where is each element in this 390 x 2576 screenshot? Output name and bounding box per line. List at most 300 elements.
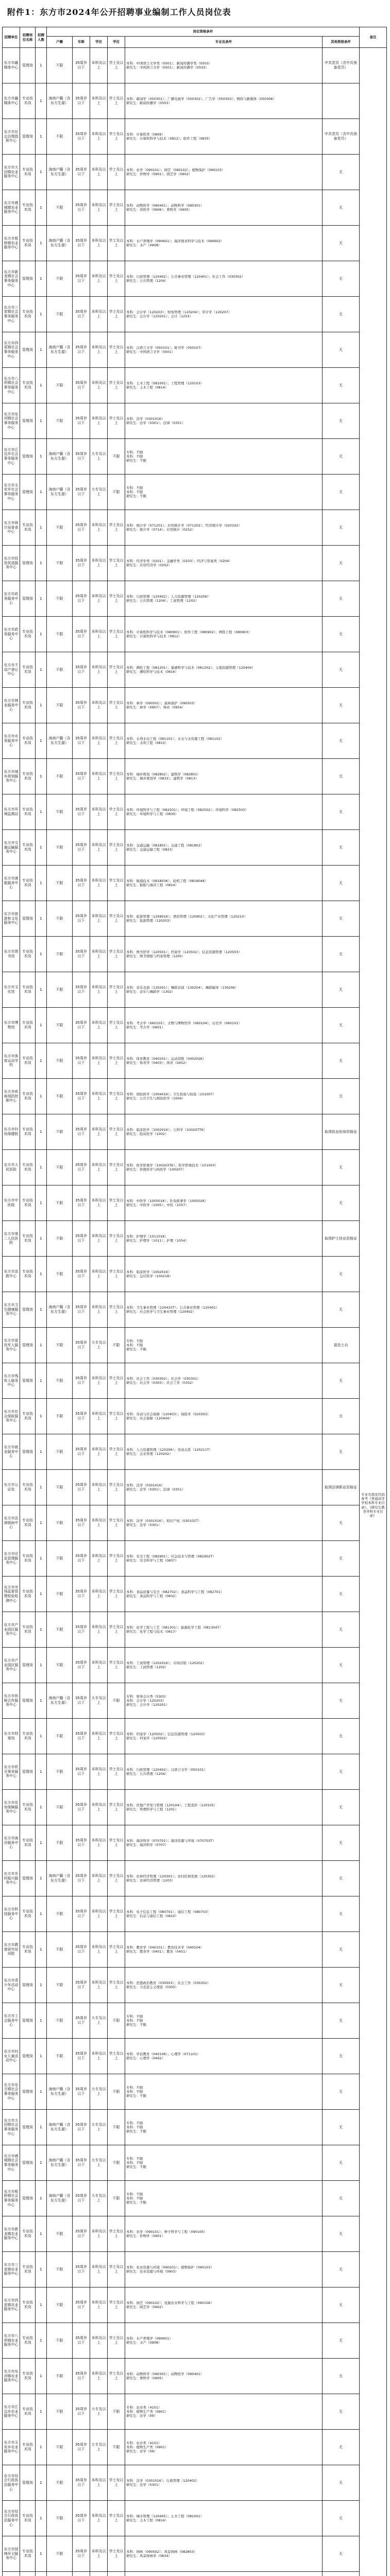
- position-cell: 专业技术岗: [20, 972, 36, 1008]
- count-cell: 1: [36, 2216, 47, 2252]
- household-cell: 不限: [47, 1648, 73, 1683]
- other-cell: 中共党员（含中共预备党员）: [323, 119, 360, 155]
- degree-cell: 学士及以上: [108, 830, 125, 866]
- count-cell: 1: [36, 2181, 47, 2216]
- age-cell: 35周岁以下: [73, 226, 90, 261]
- age-cell: 35周岁以下: [73, 546, 90, 581]
- age-cell: 35周岁以下: [73, 2003, 90, 2039]
- position-cell: 专业技术岗: [20, 2394, 36, 2430]
- majors-cell: 本科：水产养殖学（090601） 研究生：水产（0908）: [125, 2323, 323, 2359]
- education-cell: 本科及以上: [90, 1008, 108, 1043]
- age-cell: 35周岁以下: [73, 1932, 90, 1968]
- table-row: [3, 2536, 387, 2572]
- unit-cell: 东方市天安乡农业服务中心: [3, 2430, 20, 2465]
- other-cell: 无: [323, 226, 360, 261]
- degree-cell: 不限: [108, 474, 125, 510]
- table-row: [3, 1434, 387, 1470]
- age-cell: 35周岁以下: [73, 972, 90, 1008]
- age-cell: 35周岁以下: [73, 1683, 90, 1719]
- majors-cell: 本科：化学工程与工艺（081301）；能源化学工程（081304T） 研究生：化学工程与技术（0817）: [125, 1612, 323, 1648]
- position-cell: 专业技术岗: [20, 866, 36, 901]
- other-cell: 无: [323, 2394, 360, 2430]
- education-cell: [90, 2572, 108, 2576]
- position-cell: 管理岗: [20, 581, 36, 617]
- degree-cell: 学士及以上: [108, 226, 125, 261]
- education-cell: 本科及以上: [90, 119, 108, 155]
- education-cell: 本科及以上: [90, 2216, 108, 2252]
- education-cell: 本科及以上: [90, 2501, 108, 2536]
- majors-cell: 本科：统计学（071201）；应用统计学（071202）；经济统计学（020102） 研究生：统计学（0714）；应用统计（0252）: [125, 510, 323, 546]
- unit-cell: 东方市新龙镇农业服务中心: [3, 2216, 20, 2252]
- degree-cell: 学士及以上: [108, 2323, 125, 2359]
- position-cell: 专业技术岗: [20, 1932, 36, 1968]
- position-cell: 专业技术岗: [20, 2359, 36, 2394]
- education-cell: 本科及以上: [90, 1470, 108, 1505]
- header-majors: 专业及条件: [125, 37, 323, 48]
- age-cell: 35周岁以下: [73, 1221, 90, 1257]
- table-row: [3, 1470, 387, 1505]
- count-cell: 1: [36, 1541, 47, 1577]
- position-cell: 专业技术岗: [20, 830, 36, 866]
- other-cell: 无: [323, 972, 360, 1008]
- position-cell: 管理岗: [20, 1648, 36, 1683]
- household-cell: 不限: [47, 368, 73, 403]
- other-cell: 无: [323, 1932, 360, 1968]
- table-row: [3, 2110, 387, 2145]
- position-cell: 管理岗: [20, 1754, 36, 1790]
- position-cell: 专业技术岗: [20, 1612, 36, 1648]
- unit-cell: 东方市急救中心: [3, 1257, 20, 1292]
- age-cell: 35周岁以下: [73, 2430, 90, 2465]
- household-cell: 不限: [47, 1754, 73, 1790]
- age-cell: 35周岁以下: [73, 2181, 90, 2216]
- position-cell: 管理岗: [20, 901, 36, 937]
- table-row: [3, 1612, 387, 1648]
- age-cell: 35周岁以下: [73, 332, 90, 368]
- household-cell: 不限: [47, 2359, 73, 2394]
- unit-cell: 东方市八所镇社会事务服务中心: [3, 368, 20, 403]
- position-cell: 专业技术岗: [20, 937, 36, 972]
- other-cell: 无: [323, 1861, 360, 1896]
- unit-cell: 东方市供销合作服务中心: [3, 1683, 20, 1719]
- household-cell: 不限: [47, 2501, 73, 2536]
- unit-cell: 东方市残疾人服务中心: [3, 1363, 20, 1399]
- majors-cell: 本科：学前教育（040106）；心理学（071101） 研究生：心理学（0402）: [125, 2039, 323, 2074]
- degree-cell: 不限: [108, 2181, 125, 2216]
- household-cell: 不限: [47, 546, 73, 581]
- header-position: 招聘岗位名称: [20, 27, 36, 48]
- count-cell: 1: [36, 1185, 47, 1221]
- position-cell: 专业技术岗: [20, 83, 36, 119]
- age-cell: 35周岁以下: [73, 439, 90, 474]
- majors-cell: 本科：医学影像学（100203TK）；医学影像技术（101003） 研究生：影像医学与核医学（100207）: [125, 1150, 323, 1185]
- table-row: [3, 297, 387, 332]
- education-cell: 本科及以上: [90, 1754, 108, 1790]
- majors-cell: 本科：中国语言文学类（0501）；新闻传播学类（0503） 研究生：中国语言文学（0501）；新闻传播学（0503）: [125, 48, 323, 83]
- table-row: [3, 2572, 387, 2576]
- age-cell: 35周岁以下: [73, 1150, 90, 1185]
- household-cell: 不限: [47, 119, 73, 155]
- age-cell: 35周岁以下: [73, 119, 90, 155]
- age-cell: 35周岁以下: [73, 652, 90, 688]
- degree-cell: 不限: [108, 2074, 125, 2110]
- degree-cell: [108, 2572, 125, 2576]
- degree-cell: 学士及以上: [108, 972, 125, 1008]
- majors-cell: 本科：预防医学（100401K）；卫生检验与检疫（101007） 研究生：公共卫生与预防医学（1004）: [125, 1079, 323, 1114]
- position-cell: 专业技术岗: [20, 1825, 36, 1861]
- education-cell: 本科及以上: [90, 688, 108, 723]
- position-cell: 专业技术岗: [20, 1257, 36, 1292]
- education-cell: 本科及以上: [90, 2039, 108, 2074]
- count-cell: 1: [36, 2323, 47, 2359]
- unit-cell: 东方市感城镇社会事务服务中心: [3, 2145, 20, 2181]
- unit-cell: 东方市四更镇社会事务服务中心: [3, 332, 20, 368]
- degree-cell: 学士及以上: [108, 1399, 125, 1434]
- count-cell: 1: [36, 1577, 47, 1612]
- count-cell: 1: [36, 2003, 47, 2039]
- degree-cell: 学士及以上: [108, 1505, 125, 1541]
- position-cell: 专业技术岗: [20, 1150, 36, 1185]
- household-cell: 不限: [47, 1328, 73, 1363]
- degree-cell: 不限: [108, 2145, 125, 2181]
- position-cell: 管理岗: [20, 2465, 36, 2501]
- count-cell: 1: [36, 297, 47, 332]
- table-row: [3, 1896, 387, 1932]
- education-cell: 本科及以上: [90, 1292, 108, 1328]
- degree-cell: 学士及以上: [108, 2501, 125, 2536]
- table-row: [3, 119, 387, 155]
- count-cell: 1: [36, 190, 47, 226]
- table-row: [3, 2394, 387, 2430]
- household-cell: 不限: [47, 1896, 73, 1932]
- position-cell: 专业技术岗: [20, 617, 36, 652]
- position-cell: 管理岗: [20, 332, 36, 368]
- degree-cell: 学士及以上: [108, 759, 125, 794]
- unit-cell: 东方市市场监督管理检验检测中心: [3, 1577, 20, 1612]
- other-cell: 无: [323, 2252, 360, 2287]
- degree-cell: 学士及以上: [108, 1043, 125, 1079]
- count-cell: 1: [36, 1896, 47, 1932]
- education-cell: 本科及以上: [90, 1079, 108, 1114]
- table-row: [3, 1114, 387, 1150]
- age-cell: 35周岁以下: [73, 2074, 90, 2110]
- table-row: [3, 1328, 387, 1363]
- table-row: [3, 1968, 387, 2003]
- unit-cell: 东方市投资促进服务中心: [3, 546, 20, 581]
- table-row: [3, 652, 387, 688]
- household-cell: 不限: [47, 403, 73, 439]
- other-cell: 无: [323, 1541, 360, 1577]
- household-cell: 不限: [47, 866, 73, 901]
- unit-cell: 东方市大田镇社会事务服务中心: [3, 2110, 20, 2145]
- household-cell: 海南户籍（含东方生源）: [47, 1292, 73, 1328]
- education-cell: 大专及以上: [90, 439, 108, 474]
- table-row: [3, 1648, 387, 1683]
- position-cell: 专业技术岗: [20, 1221, 36, 1257]
- other-cell: 无: [323, 1008, 360, 1043]
- degree-cell: 学士及以上: [108, 794, 125, 830]
- degree-cell: 学士及以上: [108, 1932, 125, 1968]
- majors-cell: 本科：工商管理（120201K）；市场营销（120202） 研究生：工商管理（1202）: [125, 1648, 323, 1683]
- majors-cell: 本科：法学（030101K） 研究生：法学（0301）；法律（0351）: [125, 403, 323, 439]
- table-row: [3, 368, 387, 403]
- table-row: [3, 2145, 387, 2181]
- count-cell: 1: [36, 1505, 47, 1541]
- majors-cell: 本科：经济学类（0201）；金融学类（0203）；经济与贸易类（0204） 研究生：应用经济学（0202）: [125, 546, 323, 581]
- majors-cell: 本科：农林经济管理（120301）；农村区域发展（120302） 研究生：农林经济管理（1203）: [125, 1861, 323, 1896]
- position-cell: 管理岗: [20, 1292, 36, 1328]
- table-row: [3, 1754, 387, 1790]
- count-cell: 1: [36, 226, 47, 261]
- age-cell: [73, 2572, 90, 2576]
- count-cell: 1: [36, 1612, 47, 1648]
- degree-cell: 学士及以上: [108, 2465, 125, 2501]
- unit-cell: 东方市融媒体中心: [3, 83, 20, 119]
- table-row: [3, 510, 387, 546]
- unit-cell: 东方市旅游和文化服务中心: [3, 901, 20, 937]
- count-cell: 1: [36, 1292, 47, 1328]
- household-cell: 不限: [47, 901, 73, 937]
- header-count: 招聘人数: [36, 27, 47, 48]
- degree-cell: 学士及以上: [108, 1541, 125, 1577]
- majors-cell: 本科：交通运输（081801）；交通工程（081802） 研究生：交通运输工程（0823）: [125, 830, 323, 866]
- position-cell: 专业技术岗: [20, 1577, 36, 1612]
- other-cell: 无: [323, 901, 360, 937]
- position-cell: 专业技术岗: [20, 1790, 36, 1825]
- age-cell: 35周岁以下: [73, 261, 90, 297]
- age-cell: 35周岁以下: [73, 1185, 90, 1221]
- degree-cell: 学士及以上: [108, 1292, 125, 1328]
- header-remark: 备注: [360, 27, 387, 48]
- header-other: 其他资格条件: [323, 37, 360, 48]
- education-cell: 本科及以上: [90, 1825, 108, 1861]
- education-cell: 本科及以上: [90, 759, 108, 794]
- age-cell: 35周岁以下: [73, 297, 90, 332]
- majors-cell: 本科：电子信息工程（080701）；通信工程（080703） 研究生：信息与通信工程（0810）: [125, 1896, 323, 1932]
- position-cell: 专业技术岗: [20, 368, 36, 403]
- majors-cell: 本科：临床医学（100201K）；儿科学（100207TK） 研究生：临床医学（1002）: [125, 1114, 323, 1150]
- other-cell: 无: [323, 332, 360, 368]
- majors-cell: 专科：不限 本科：不限 研究生：不限: [125, 2110, 323, 2145]
- majors-cell: 本科：计算机类（0809） 研究生：计算机科学与技术（0812）；软件工程（0835）: [125, 119, 323, 155]
- count-cell: 1: [36, 403, 47, 439]
- table-row: [3, 190, 387, 226]
- age-cell: 35周岁以下: [73, 1363, 90, 1399]
- other-cell: 无: [323, 2359, 360, 2394]
- education-cell: 本科及以上: [90, 1150, 108, 1185]
- age-cell: 35周岁以下: [73, 1825, 90, 1861]
- other-cell: 退役士兵: [323, 1328, 360, 1363]
- count-cell: 1: [36, 1114, 47, 1150]
- degree-cell: 学士及以上: [108, 581, 125, 617]
- page-title: 附件1：东方市2024年公开招聘事业编制工作人员岗位表: [7, 7, 231, 17]
- table-row: [3, 901, 387, 937]
- count-cell: 1: [36, 2394, 47, 2430]
- other-cell: 无: [323, 1434, 360, 1470]
- unit-cell: 东方市科技服务中心: [3, 1896, 20, 1932]
- position-cell: 管理岗: [20, 1861, 36, 1896]
- table-row: [3, 1541, 387, 1577]
- count-cell: 1: [36, 2359, 47, 2394]
- majors-cell: 专科：不限 本科：不限 研究生：不限: [125, 2181, 323, 2216]
- count-cell: 1: [36, 652, 47, 688]
- education-cell: 本科及以上: [90, 1257, 108, 1292]
- age-cell: 35周岁以下: [73, 2465, 90, 2501]
- education-cell: 本科及以上: [90, 1043, 108, 1079]
- table-row: [3, 439, 387, 474]
- positions-table-body: [3, 48, 387, 2576]
- household-cell: 海南户籍（含东方生源）: [47, 723, 73, 759]
- count-cell: 1: [36, 1221, 47, 1257]
- age-cell: 35周岁以下: [73, 830, 90, 866]
- unit-cell: 东方市人民医院: [3, 1150, 20, 1185]
- household-cell: 不限: [47, 1008, 73, 1043]
- household-cell: 不限: [47, 2323, 73, 2359]
- degree-cell: 学士及以上: [108, 1363, 125, 1399]
- count-cell: 1: [36, 439, 47, 474]
- table-row: [3, 581, 387, 617]
- household-cell: 不限: [47, 1612, 73, 1648]
- majors-cell: 本科：汉语言文学（050101）；秘书学（050107） 研究生：中国语言文学（0501）: [125, 332, 323, 368]
- degree-cell: 学士及以上: [108, 1577, 125, 1612]
- table-row: [3, 1861, 387, 1896]
- other-cell: 取得法律职业资格证: [323, 1470, 360, 1505]
- count-cell: 1: [36, 261, 47, 297]
- age-cell: 35周岁以下: [73, 1399, 90, 1434]
- other-cell: 无: [323, 723, 360, 759]
- count-cell: 1: [36, 155, 47, 190]
- household-cell: 海南户籍（含东方生源）: [47, 155, 73, 190]
- unit-cell: 东方市卫生健康服务中心: [3, 1292, 20, 1328]
- unit-cell: 东方市东河镇社会事务服务中心: [3, 403, 20, 439]
- degree-cell: 学士及以上: [108, 83, 125, 119]
- degree-cell: 学士及以上: [108, 1754, 125, 1790]
- table-row: [3, 1363, 387, 1399]
- count-cell: 1: [36, 1470, 47, 1505]
- position-cell: 专业技术岗: [20, 1185, 36, 1221]
- unit-cell: 东方市天安乡社会事务服务中心: [3, 474, 20, 510]
- other-cell: 无: [323, 190, 360, 226]
- degree-cell: 学士及以上: [108, 901, 125, 937]
- education-cell: 本科及以上: [90, 1577, 108, 1612]
- education-cell: 本科及以上: [90, 1399, 108, 1434]
- table-row: [3, 226, 387, 261]
- degree-cell: 学士及以上: [108, 1896, 125, 1932]
- majors-cell: 本科：林学（090501）；森林保护（090503） 研究生：林学（0907）；林业（0954）: [125, 688, 323, 723]
- other-cell: 取得执业医师资格证: [323, 1114, 360, 1150]
- degree-cell: 学士及以上: [108, 1257, 125, 1292]
- household-cell: 不限: [47, 2394, 73, 2430]
- household-cell: 不限: [47, 1363, 73, 1399]
- table-row: [3, 2039, 387, 2074]
- other-cell: 无: [323, 403, 360, 439]
- other-cell: 无: [323, 368, 360, 403]
- household-cell: 不限: [47, 1505, 73, 1541]
- degree-cell: 学士及以上: [108, 2359, 125, 2394]
- majors-cell: 本科：动物医学（090401）；动物科学（090301） 研究生：兽医学（0906）；畜牧学（0905）: [125, 190, 323, 226]
- majors-cell: 专科：农业类（4101） 本科：植物生产类（0901） 研究生：农学（09）: [125, 2394, 323, 2430]
- count-cell: 1: [36, 1861, 47, 1896]
- household-cell: 不限: [47, 1257, 73, 1292]
- unit-cell: 东方市青少年活动中心: [3, 1968, 20, 2003]
- household-cell: 不限: [47, 652, 73, 688]
- majors-cell: 专科：农业类（4101） 本科：植物生产类（0901） 研究生：农学（09）: [125, 2430, 323, 2465]
- age-cell: 35周岁以下: [73, 723, 90, 759]
- count-cell: 1: [36, 2430, 47, 2465]
- age-cell: 35周岁以下: [73, 1754, 90, 1790]
- count-cell: 1: [36, 1328, 47, 1363]
- other-cell: 无: [323, 546, 360, 581]
- age-cell: 35周岁以下: [73, 1470, 90, 1505]
- age-cell: 35周岁以下: [73, 1292, 90, 1328]
- age-cell: 35周岁以下: [73, 1577, 90, 1612]
- table-row: [3, 2003, 387, 2039]
- count-cell: 1: [36, 1719, 47, 1754]
- table-row: [3, 617, 387, 652]
- table-row: [3, 2181, 387, 2216]
- header-household: 户籍: [47, 37, 73, 48]
- other-cell: 无: [323, 297, 360, 332]
- unit-cell: 东方市林业服务中心: [3, 688, 20, 723]
- age-cell: 35周岁以下: [73, 474, 90, 510]
- age-cell: 35周岁以下: [73, 2359, 90, 2394]
- position-cell: 专业技术岗: [20, 510, 36, 546]
- unit-cell: 东方市疾病预防控制中心: [3, 1079, 20, 1114]
- unit-cell: 东方市东方镇社会事务服务中心: [3, 2074, 20, 2110]
- age-cell: 35周岁以下: [73, 1719, 90, 1754]
- majors-cell: 本科：法学（030101K） 研究生：法学（0301）；法律（0351）: [125, 1470, 323, 1505]
- table-row: [3, 1150, 387, 1185]
- count-cell: 1: [36, 937, 47, 972]
- age-cell: 35周岁以下: [73, 1541, 90, 1577]
- household-cell: 不限: [47, 794, 73, 830]
- count-cell: 1: [36, 617, 47, 652]
- position-cell: 管理岗: [20, 1683, 36, 1719]
- majors-cell: 本科：图书馆学（120501）；档案学（120502）；信息资源管理（120503） 研究生：图书情报与档案管理（1205）: [125, 937, 323, 972]
- position-cell: 专业技术岗: [20, 652, 36, 688]
- count-cell: [36, 2572, 47, 2576]
- majors-cell: 本科：旅游管理（120901K）；酒店管理（120902）；文化产业管理（120210） 研究生：旅游管理（120203）: [125, 901, 323, 937]
- household-cell: 不限: [47, 510, 73, 546]
- majors-cell: 专科：财务会计类（5303） 本科：会计学（120203） 研究生：会计学（120201）: [125, 1683, 323, 1719]
- age-cell: 35周岁以下: [73, 1861, 90, 1896]
- education-cell: 本科及以上: [90, 297, 108, 332]
- household-cell: 不限: [47, 1541, 73, 1577]
- count-cell: 1: [36, 332, 47, 368]
- table-row: [3, 261, 387, 297]
- other-cell: 无: [323, 2110, 360, 2145]
- table-row: [3, 1185, 387, 1221]
- household-cell: 不限: [47, 1968, 73, 2003]
- age-cell: 35周岁以下: [73, 1079, 90, 1114]
- position-cell: 专业技术岗: [20, 2536, 36, 2572]
- other-cell: 无: [323, 1896, 360, 1932]
- position-cell: 专业技术岗: [20, 155, 36, 190]
- household-cell: 海南户籍（含东方生源）: [47, 83, 73, 119]
- unit-cell: 东方市大田镇农业服务中心: [3, 155, 20, 190]
- other-cell: 无: [323, 1825, 360, 1861]
- household-cell: 海南户籍（含东方生源）: [47, 474, 73, 510]
- degree-cell: 学士及以上: [108, 1825, 125, 1861]
- degree-cell: 不限: [108, 2430, 125, 2465]
- degree-cell: 不限: [108, 2003, 125, 2039]
- position-cell: 管理岗: [20, 2003, 36, 2039]
- age-cell: 35周岁以下: [73, 1648, 90, 1683]
- education-cell: 本科及以上: [90, 155, 108, 190]
- education-cell: 本科及以上: [90, 83, 108, 119]
- household-cell: 不限: [47, 972, 73, 1008]
- education-cell: 本科及以上: [90, 190, 108, 226]
